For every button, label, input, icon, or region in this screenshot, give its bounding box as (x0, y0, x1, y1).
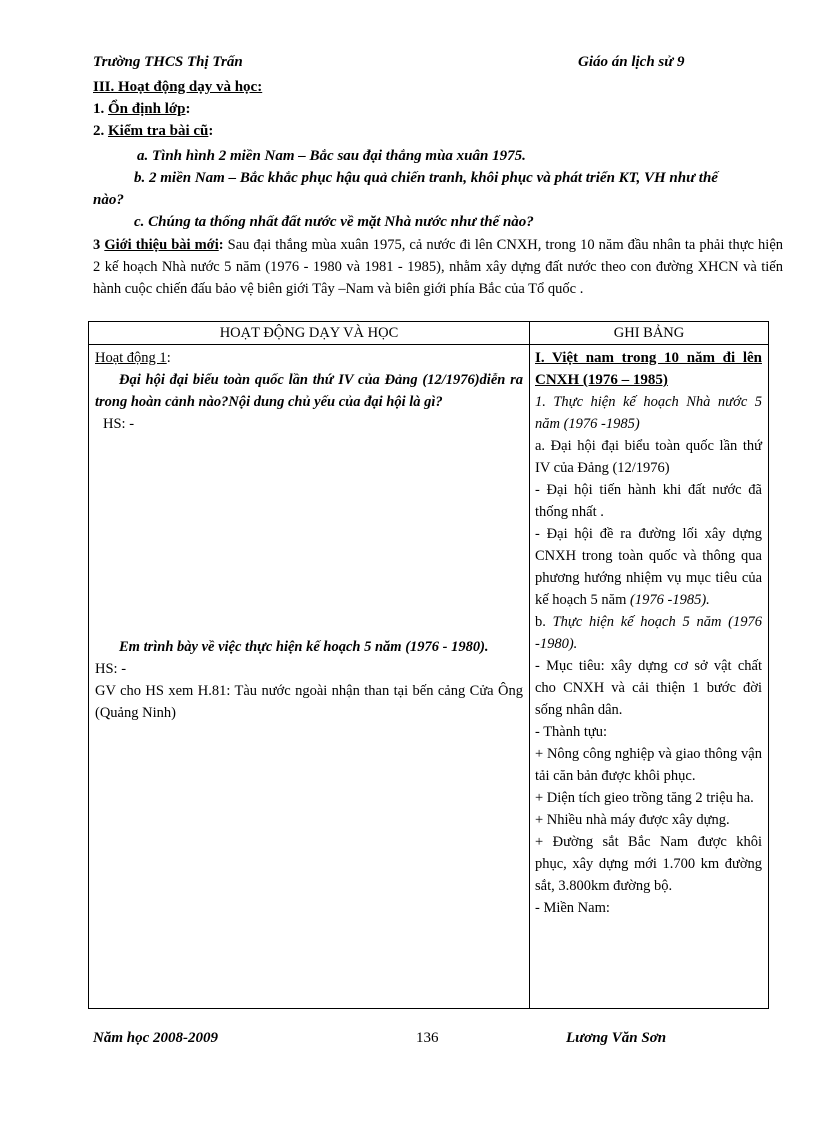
footer-school-year: Năm học 2008-2009 (93, 1030, 218, 1046)
board-point-a: a. Đại hội đại biểu toàn quốc lần thứ IV của Đảng (12/1976) (535, 438, 762, 476)
board-point-b: b. Thực hiện kế hoạch 5 năm (1976 -1980). (535, 614, 762, 652)
school-name: Trường THCS Thị Trấn (93, 54, 243, 70)
subject-title: Giáo án lịch sử 9 (578, 54, 685, 70)
board-point-b-plus-4: + Đường sắt Bắc Nam được khôi phục, xây dựng mới 1.700 km đường sắt, 3.800km đường bộ. (535, 834, 762, 894)
footer-author: Lương Văn Sơn (566, 1030, 667, 1046)
column-header-board-notes: GHI BẢNG (530, 322, 769, 345)
question-2: Em trình bày về việc thực hiện kế hoạch 5 năm (1976 - 1980). (119, 639, 489, 655)
board-point-b-south: - Miền Nam: (535, 900, 610, 916)
lesson-table (88, 321, 769, 1009)
review-question-a: a. Tình hình 2 miền Nam – Bắc sau đại thắng mùa xuân 1975. (137, 148, 526, 164)
column-header-activities: HOẠT ĐỘNG DẠY VÀ HỌC (89, 322, 530, 345)
board-subheading-1: 1. Thực hiện kế hoạch Nhà nước 5 năm (1976 -1985) (535, 394, 762, 432)
board-point-b-plus-2: + Diện tích gieo trồng tăng 2 triệu ha. (535, 790, 754, 806)
section-2-title: 2. Kiểm tra bài cũ: (93, 123, 214, 139)
board-point-b-plus-1: + Nông công nghiệp và giao thông vận tải căn bản được khôi phục. (535, 746, 762, 784)
teacher-note: GV cho HS xem H.81: Tàu nước ngoài nhận than tại bến cảng Cửa Ông (Quảng Ninh) (95, 683, 523, 721)
activities-cell: Hoạt động 1: Đại hội đại biểu toàn quốc lần thứ IV của Đảng (12/1976)diễn ra trong hoàn cảnh nào?Nội dung chủ yếu của đại hội là gì? HS: - Em trình bày về việc thực hiện kế hoạch 5 năm (1976 - 1980). HS: - GV cho HS xem H.81: Tàu nước ngoài nhận than tại bến cảng Cửa Ông (Quảng Ninh) (89, 345, 530, 1009)
student-answer-1: HS: - (103, 416, 135, 432)
student-answer-2: HS: - (95, 661, 127, 677)
question-1: Đại hội đại biểu toàn quốc lần thứ IV của Đảng (12/1976)diễn ra trong hoàn cảnh nào?Nội dung chủ yếu của đại hội là gì? (95, 372, 523, 410)
review-question-b-line1: b. 2 miền Nam – Bắc khắc phục hậu quả chiến tranh, khôi phục và phát triển KT, VH như thế (134, 170, 718, 186)
board-point-a-2: - Đại hội đề ra đường lối xây dựng CNXH trong toàn quốc và thông qua phương hướng nhiệm vụ mục tiêu của kế hoạch 5 năm (1976 -1985). (535, 526, 762, 608)
board-notes-cell (530, 345, 769, 1009)
review-question-b-line2: nào? (93, 192, 124, 208)
page-number: 136 (416, 1030, 439, 1046)
intro-label: Giới thiệu bài mới (104, 237, 219, 253)
section-1-title: 1. Ổn định lớp: (93, 101, 191, 117)
board-heading: I. Việt nam trong 10 năm đi lên CNXH (1976 – 1985) (535, 350, 762, 388)
activity-label: Hoạt động 1 (95, 350, 167, 366)
board-point-b-plus-3: + Nhiều nhà máy được xây dựng. (535, 812, 730, 828)
board-point-b-achievements: - Thành tựu: (535, 724, 608, 740)
section-3-title (93, 76, 262, 98)
section-3-title-text: III. Hoạt động dạy và học: (93, 79, 263, 95)
lesson-intro: 3 Giới thiệu bài mới: Sau đại thắng mùa xuân 1975, cả nước đi lên CNXH, trong 10 năm đầu nhân ta phải thực hiện 2 kế hoạch Nhà nước 5 năm (1976 - 1980 và 1981 - 1985), nhằm xây dựng đất nước theo con đường XHCN và tiến hành cuộc chiến đấu bảo vệ biên giới Tây –Nam và biên giới phía Bắc của Tổ quốc . (93, 237, 784, 297)
review-question-c: c. Chúng ta thống nhất đất nước về mặt Nhà nước như thế nào? (134, 214, 534, 230)
intro-text: Sau đại thắng mùa xuân 1975, cả nước đi lên CNXH, trong 10 năm đầu nhân ta phải thực hiện 2 kế hoạch Nhà nước 5 năm (1976 - 1980 và 1981 - 1985), nhằm xây dựng đất nước theo con đường XHCN và tiến hành cuộc chiến đấu bảo vệ biên giới Tây –Nam và biên giới phía Bắc của Tổ quốc . (93, 237, 784, 297)
board-point-b-goal: - Mục tiêu: xây dựng cơ sở vật chất cho CNXH và cải thiện 1 bước đời sống nhân dân. (535, 658, 762, 718)
board-point-a-1: - Đại hội tiến hành khi đất nước đã thống nhất . (535, 482, 762, 520)
